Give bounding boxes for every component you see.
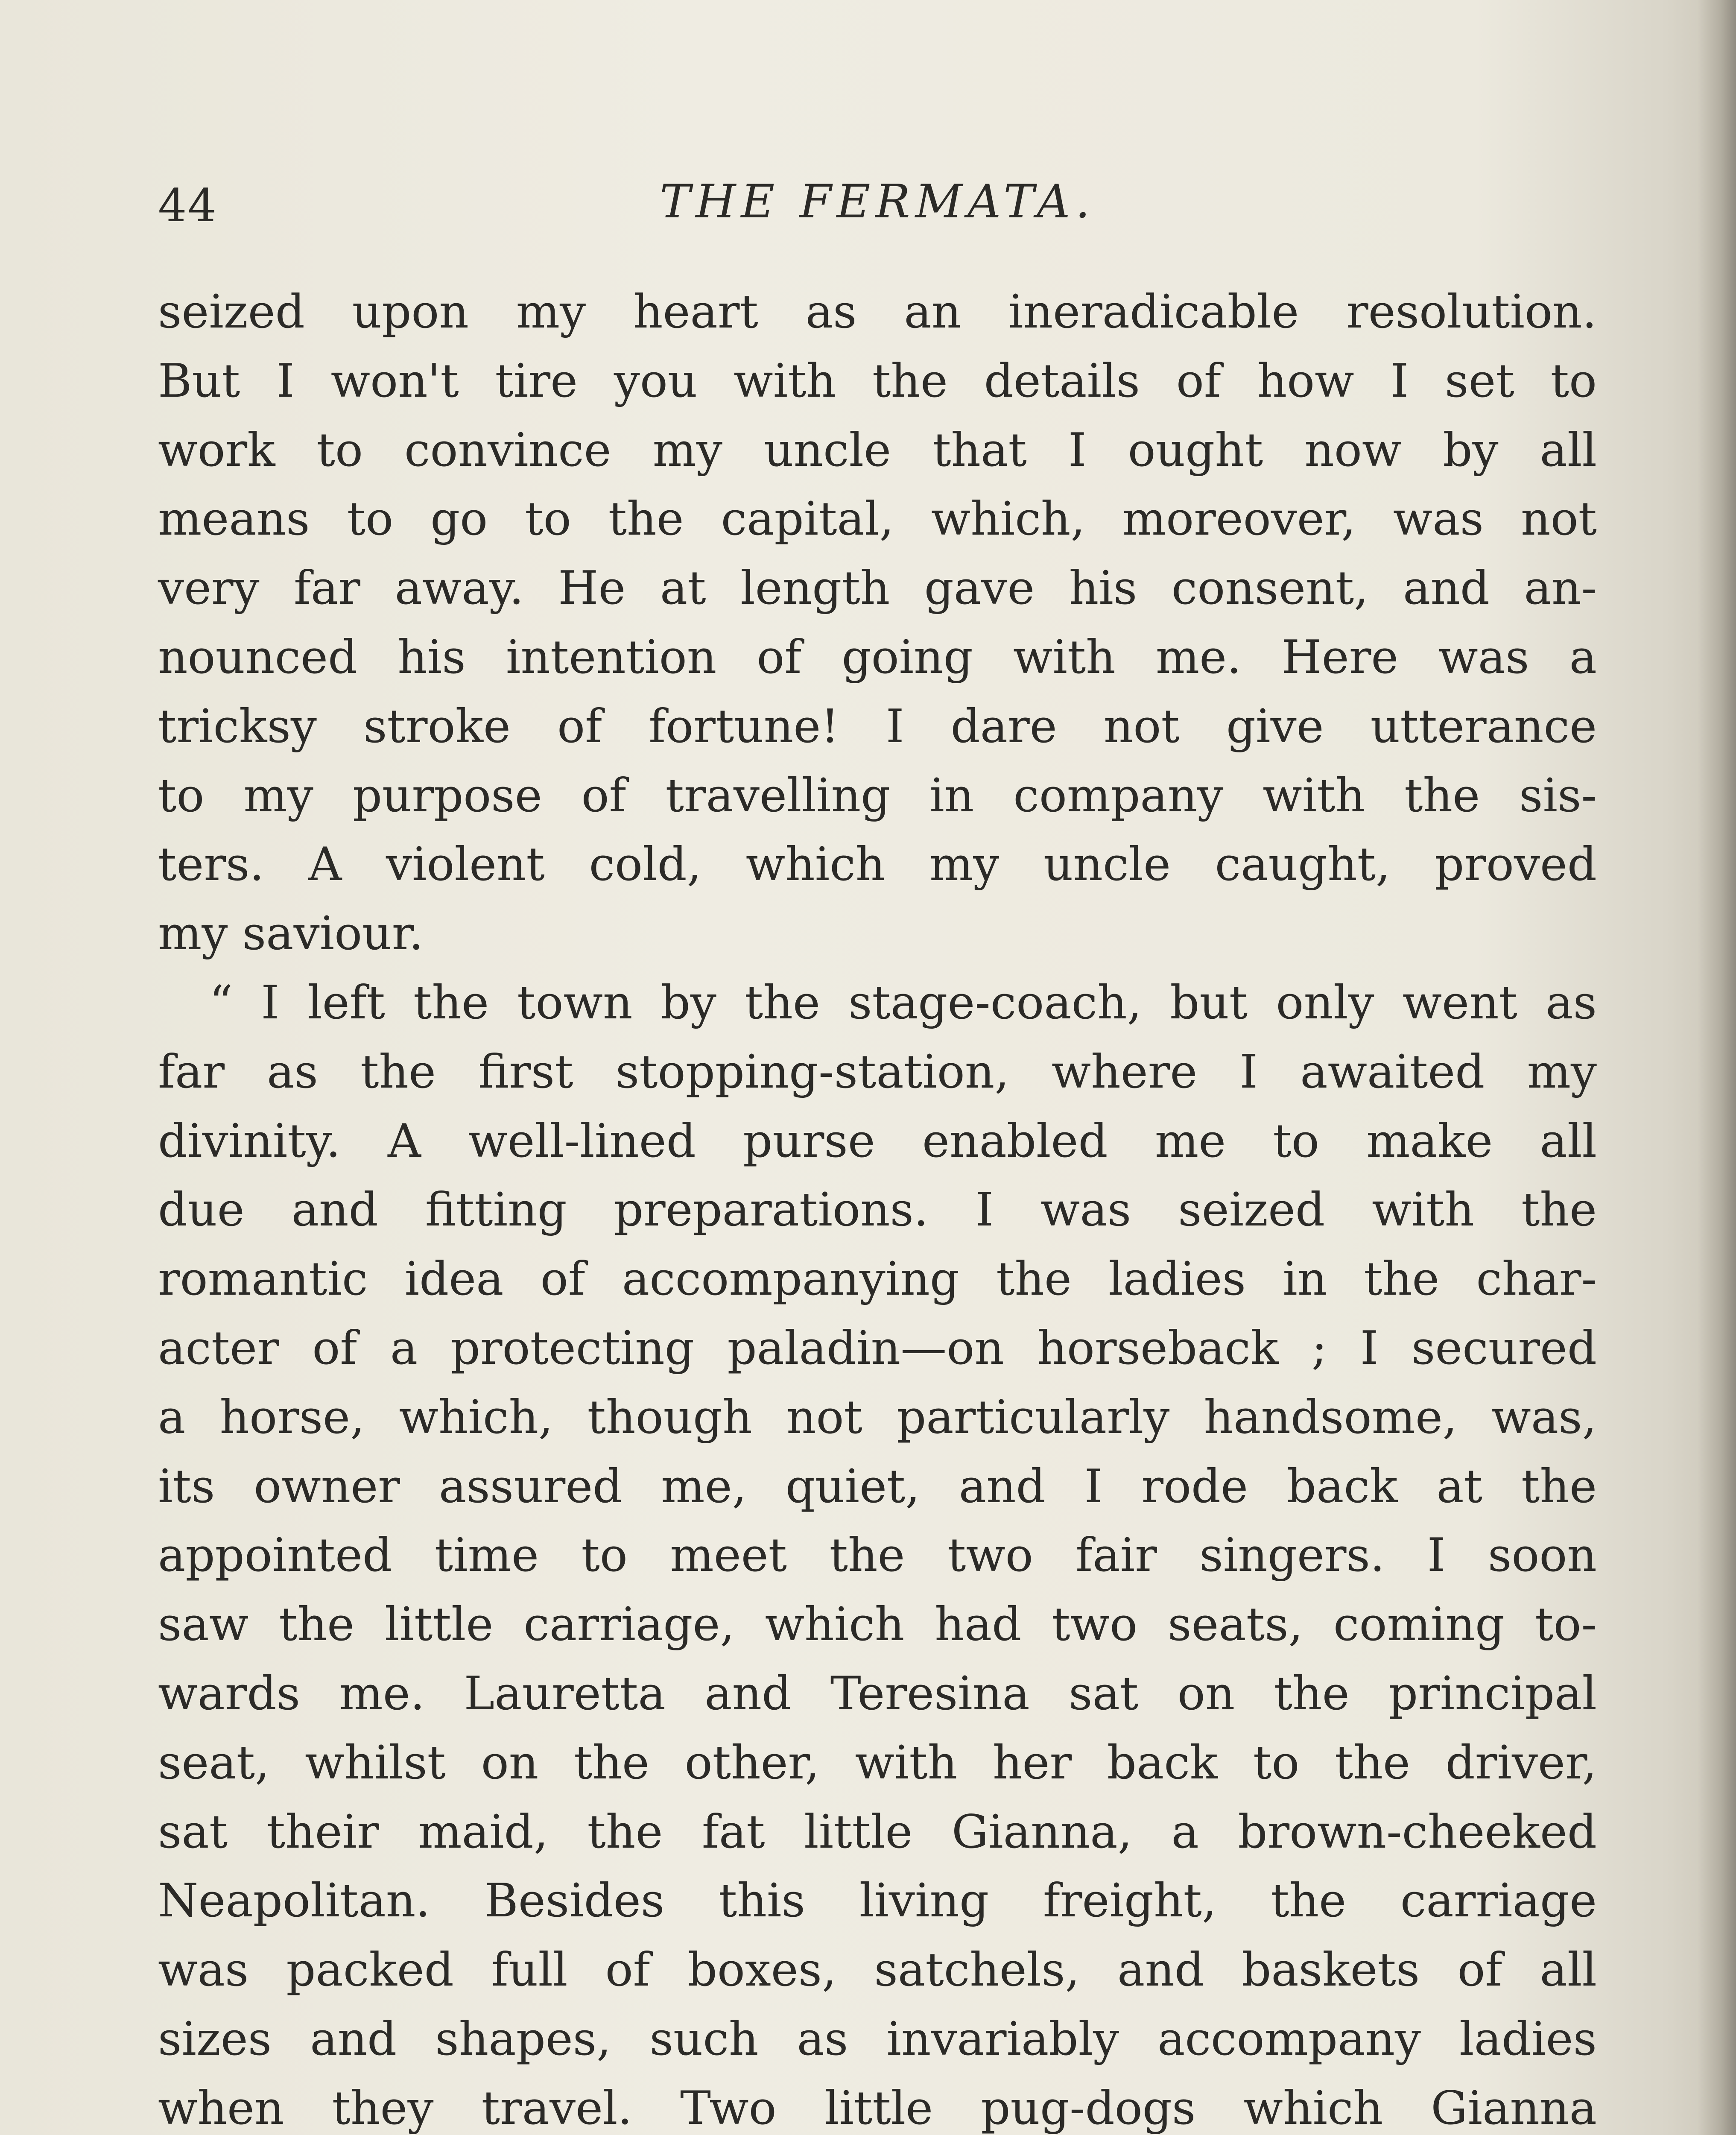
text-line: means to go to the capital, which, moreover, was not xyxy=(158,492,1597,546)
text-line: work to convince my uncle that I ought now by all xyxy=(158,423,1597,477)
text-line: when they travel. Two little pug-dogs which Gianna xyxy=(158,2081,1597,2135)
text-line: romantic idea of accompanying the ladies in the char- xyxy=(158,1252,1597,1306)
text-line: appointed time to meet the two fair singers. I soon xyxy=(158,1529,1597,1582)
text-line: divinity. A well-lined purse enabled me to make all xyxy=(158,1114,1597,1168)
text-line: sizes and shapes, such as invariably accompany ladies xyxy=(158,2012,1597,2066)
running-title: THE FERMATA. xyxy=(660,175,1095,228)
text-line: a horse, which, though not particularly handsome, was, xyxy=(158,1390,1597,1444)
text-line: my saviour. xyxy=(158,907,424,961)
text-line: tricksy stroke of fortune! I dare not give utterance xyxy=(158,699,1597,753)
text-line: sat their maid, the fat little Gianna, a brown-cheeked xyxy=(158,1805,1597,1859)
text-line: seat, whilst on the other, with her back to the driver, xyxy=(158,1736,1597,1790)
text-line: ters. A violent cold, which my uncle caught, proved xyxy=(158,838,1597,892)
text-line: due and fitting preparations. I was seized with the xyxy=(158,1183,1597,1237)
text-line: seized upon my heart as an ineradicable resolution. xyxy=(158,285,1597,339)
text-line: far as the first stopping-station, where I awaited my xyxy=(158,1045,1597,1099)
text-line: was packed full of boxes, satchels, and baskets of all xyxy=(158,1943,1597,1997)
text-line: to my purpose of travelling in company with the sis- xyxy=(158,769,1597,822)
text-line: “ I left the town by the stage-coach, but only went as xyxy=(209,976,1597,1029)
page-header xyxy=(158,171,1597,235)
text-line: nounced his intention of going with me. Here was a xyxy=(158,630,1597,684)
body-text xyxy=(158,278,1597,2135)
text-line: acter of a protecting paladin—on horseback ; I secured xyxy=(158,1321,1597,1375)
spine-shadow xyxy=(1698,0,1736,2135)
text-line: wards me. Lauretta and Teresina sat on the principal xyxy=(158,1667,1597,1720)
text-line: its owner assured me, quiet, and I rode back at the xyxy=(158,1459,1597,1513)
text-line: saw the little carriage, which had two seats, coming to- xyxy=(158,1598,1597,1652)
text-line: Neapolitan. Besides this living freight, the carriage xyxy=(158,1874,1597,1928)
text-line: very far away. He at length gave his consent, and an- xyxy=(158,562,1597,615)
page-number: 44 xyxy=(158,179,217,232)
text-line: But I won't tire you with the details of how I set to xyxy=(158,354,1597,408)
